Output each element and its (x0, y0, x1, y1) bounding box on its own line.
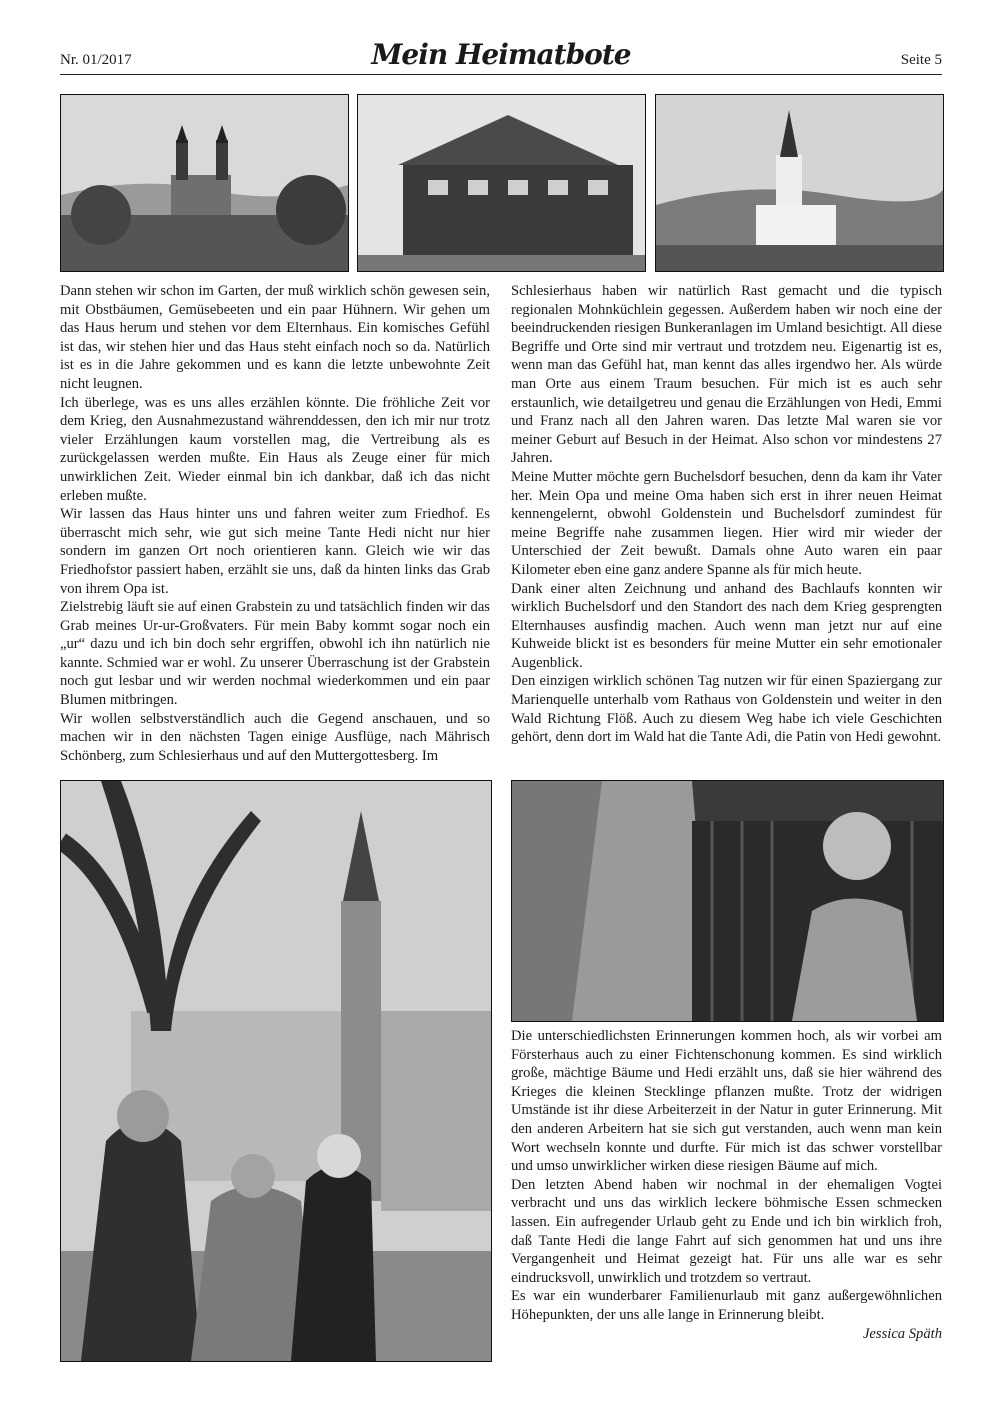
paragraph: Schlesierhaus haben wir natürlich Rast gemacht und die typisch regionalen Mohnküchlein gegessen. Außerdem haben wir noch eine der beeindruckenden riesigen Bunkeranlagen im Umland besichtigt. All diese Begriffe und Orte sind mir vertraut und trotzdem neu. Eigenartig ist es, wenn man das Gefühl hat, man kennt das alles irgendwo her. Als würde man Orte aus einem Traum besuchen. Für mich ist es auch sehr erstaunlich, wie detailgetreu und genau die Erzählungen von Hedi, Emmi und Franz nach all den Jahren waren. Das letzte Mal waren sie vor meiner Geburt auf Besuch in der Heimat. Also schon vor mindestens 27 Jahren. (511, 283, 942, 467)
photo-church-hill (60, 94, 349, 272)
village-church-image (656, 95, 943, 271)
issue-number: Nr. 01/2017 (60, 52, 132, 68)
photo-woman-fence (511, 780, 944, 1022)
author-signature: Jessica Späth (862, 1325, 942, 1342)
paragraph: Ich überlege, was es uns alles erzählen könnte. Die fröhliche Zeit vor dem Krieg, den Ausnahmezustand währenddessen, den ich mir nur trotz vieler Erzählungen kaum vorstellen mag, die Vertreibung als es zurückgelassen werden mußte. Ein Haus als Zeuge einer für mich unwirklichen Zeit. Wieder einmal bin ich dankbar, daß ich das nicht erleben mußte. (60, 394, 490, 504)
photo-village-church (655, 94, 944, 272)
paragraph: Den einzigen wirklich schönen Tag nutzen wir für einen Spaziergang zur Marienquelle unterhalb vom Rathaus von Goldenstein und weiter in den Wald Richtung Flöß. Auch zu diesem Weg habe ich viele Geschichten gehört, denn dort im Wald hat die Tante Adi, die Patin von Hedi gewohnt. (511, 673, 942, 746)
header-rule (60, 74, 942, 75)
paragraph: Es war ein wunderbarer Familienurlaub mit ganz außergewöhnlichen Höhepunkten, der uns alle lange in Erinnerung bleibt. (511, 1288, 942, 1323)
woman-fence-image (512, 781, 943, 1021)
paragraph: Dank einer alten Zeichnung und anhand des Bachlaufs konnten wir wirklich Buchelsdorf und den Standort des nach dem Krieg gesprengten Elternhauses ausfindig machen. Auch wenn man jetzt nur auf eine Kuhweide blickt ist es besonders für meine Mutter ein sehr emotionaler Augenblick. (511, 580, 942, 671)
paragraph: Wir wollen selbstverständlich auch die Gegend anschauen, und so machen wir in den nächsten Tagen einige Ausflüge, nach Mährisch Schönberg, zum Schlesierhaus und auf den Muttergottesberg. Im (60, 710, 490, 764)
page-header (60, 38, 942, 74)
schlesierhaus-image (358, 95, 645, 271)
paragraph: Wir lassen das Haus hinter uns und fahren weiter zum Friedhof. Es überrascht mich sehr, wie gut sich meine Tante Hedi nicht nur hier sondern im ganzen Ort noch orientieren kann. Gleich wie wir das Friedhofstor passiert haben, erzählt sie uns, daß da hinten links das Grab von ihrem Opa ist. (60, 506, 490, 597)
paragraph: Zielstrebig läuft sie auf einen Grabstein zu und tatsächlich finden wir das Grab meines Ur-ur-Großvaters. Für mein Baby kommt sogar noch ein „ur“ dazu und ich bin doch sehr ergriffen, obwohl ich ihn natürlich nie kannte. Schmied war er wohl. Zu unserer Überraschung ist der Grabstein noch gut lesbar und wir werden nochmal wiederkommen und ein paar Blumen mitbringen. (60, 599, 490, 709)
photo-town-hall-group (60, 780, 492, 1362)
left-column-text (60, 282, 490, 765)
paragraph: Meine Mutter möchte gern Buchelsdorf besuchen, denn da kam ihr Vater her. Mein Opa und meine Oma haben sich erst in ihrer neuen Heimat kennengelernt, obwohl Goldenstein und Buchelsdorf zumindest für meine Begriffe nahe zusammen liegen. Hier wird mir wieder der Unterschied der Zeit bewußt. Damals ohne Auto waren ein paar Kilometer eben eine ganz andere Spanne als für mich heute. (511, 468, 942, 578)
lower-right-column-text (511, 1027, 942, 1343)
town-hall-group-image (61, 781, 491, 1361)
paragraph: Dann stehen wir schon im Garten, der muß wirklich schön gewesen sein, mit Obstbäumen, Gemüsebeeten und ein paar Hühnern. Wir gehen um das Haus herum und stehen vor dem Elternhaus. Ein komisches Gefühl ist das, wir stehen hier und das Haus steht einfach noch so da. Natürlich ist es in die Jahre gekommen und es kann die letzte unbewohnte Zeit nicht leugnen. (60, 283, 490, 392)
masthead-title: Mein Heimatbote (371, 38, 631, 71)
page-number: Seite 5 (900, 52, 942, 68)
church-hill-image (61, 95, 348, 271)
paragraph: Die unterschiedlichsten Erinnerungen kommen hoch, als wir vorbei am Försterhaus auch zu einer Fichtenschonung kommen. Es sind wirklich große, mächtige Bäume und Hedi erzählt uns, daß sie hier während des Krieges die kleinen Stecklinge pflanzen mußte. Trotz der widrigen Umstände ist ihr diese Arbeiterzeit in der Natur in guter Erinnerung. Mit den anderen Arbeitern hat sie sich gut verstanden, auch wenn man kein Wort wechseln konnte und durfte. Für mich ist das schwer vorstellbar und umso unwirklicher wirken diese riesigen Bäume auf mich. (511, 1028, 942, 1175)
right-column-text (511, 282, 942, 747)
paragraph: Den letzten Abend haben wir nochmal in der ehemaligen Vogtei verbracht und uns das wirklich leckere böhmische Essen schmecken lassen. Ein aufregender Urlaub geht zu Ende und ich bin wirklich froh, daß Tante Hedi die lange Fahrt auf sich genommen hat und uns ihre Vergangenheit und Heimat gezeigt hat. Für uns alle war es sehr eindrucksvoll, unwirklich und trotzdem so vertraut. (511, 1176, 942, 1286)
photo-schlesierhaus (357, 94, 646, 272)
